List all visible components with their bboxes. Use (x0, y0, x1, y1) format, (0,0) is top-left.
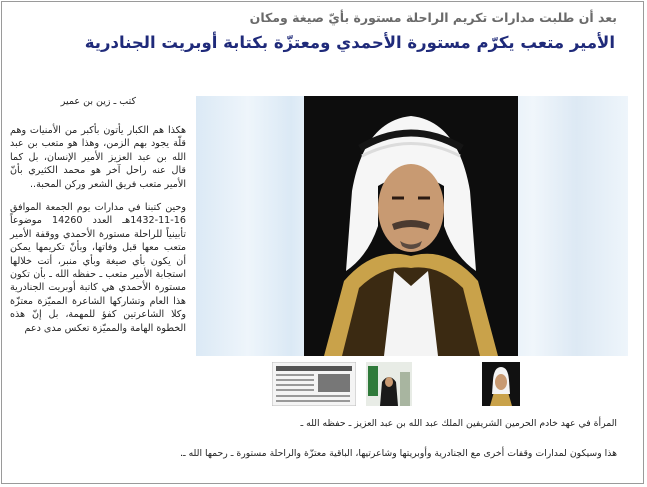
article-paragraph-1: هكذا هم الكبار يأتون بأكبر من الأمنيات وهم قلّة يجود بهم الزمن، وهذا هو متعب بن عبد الله بن عبد العزيز الأمير الإنسان، بل كما قال عنه راحل آخر هو محمد الكثيري بأنّ الأمير متعب فريق الشعر وركن المحبة.. (10, 125, 186, 190)
newspaper-clipping-illustration (272, 362, 356, 406)
portrait-illustration (304, 96, 518, 356)
prince-portrait-photo (304, 96, 518, 356)
thumbnail-newspaper-clipping (272, 362, 356, 406)
thumbnail-women-illustration (366, 362, 412, 406)
article-headline: الأمير متعب يكرّم مستورة الأحمدي ومعتزّة بكتابة أوبريت الجنادرية (84, 33, 615, 52)
article-kicker: بعد أن طلبت مدارات تكريم الراحلة مستورة بأيّ صيغة ومكان (249, 10, 617, 25)
thumbnail-portrait (482, 362, 520, 406)
article-body (10, 124, 186, 345)
thumbnail-portrait-illustration (482, 362, 520, 406)
article-footer: هذا وسيكون لمدارات وقفات أخرى مع الجنادرية وأوبريتها وشاعرتيها، الباقية معتزّة والراحلة مستورة ـ رحمها الله ـ. (179, 448, 617, 459)
article-byline: كتب ـ زين بن عمير (60, 96, 136, 107)
article-paragraph-2: وحين كتبنا في مدارات يوم الجمعة الموافق 16-11-1432هـ العدد 14260 موضوعاً تأبينياً للراحلة مستورة الأحمدي ووقفة الأمير متعب معها قبل وفاتها، وبأنّ تكريمها يمكن أن يكون بأي صيغة وبأي منبر، أتت خلالها استجابة الأمير متعب ـ حفظه الله ـ بأن تكون مستورة الأحمدي هي كاتبة أوبريت الجنادرية هذا العام وتشاركها الشاعرة المميّزة معتزّة وكلا الشاعرتين كفؤ للمهمة، بل إنّ هذه الخطوة الهامة والمميّزة تعكس مدى دعم (10, 202, 186, 334)
thumbnail-women-photo (366, 362, 412, 406)
photo-caption: المرأة في عهد خادم الحرمين الشريفين الملك عبد الله بن عبد العزيز ـ حفظه الله ـ (300, 418, 617, 429)
